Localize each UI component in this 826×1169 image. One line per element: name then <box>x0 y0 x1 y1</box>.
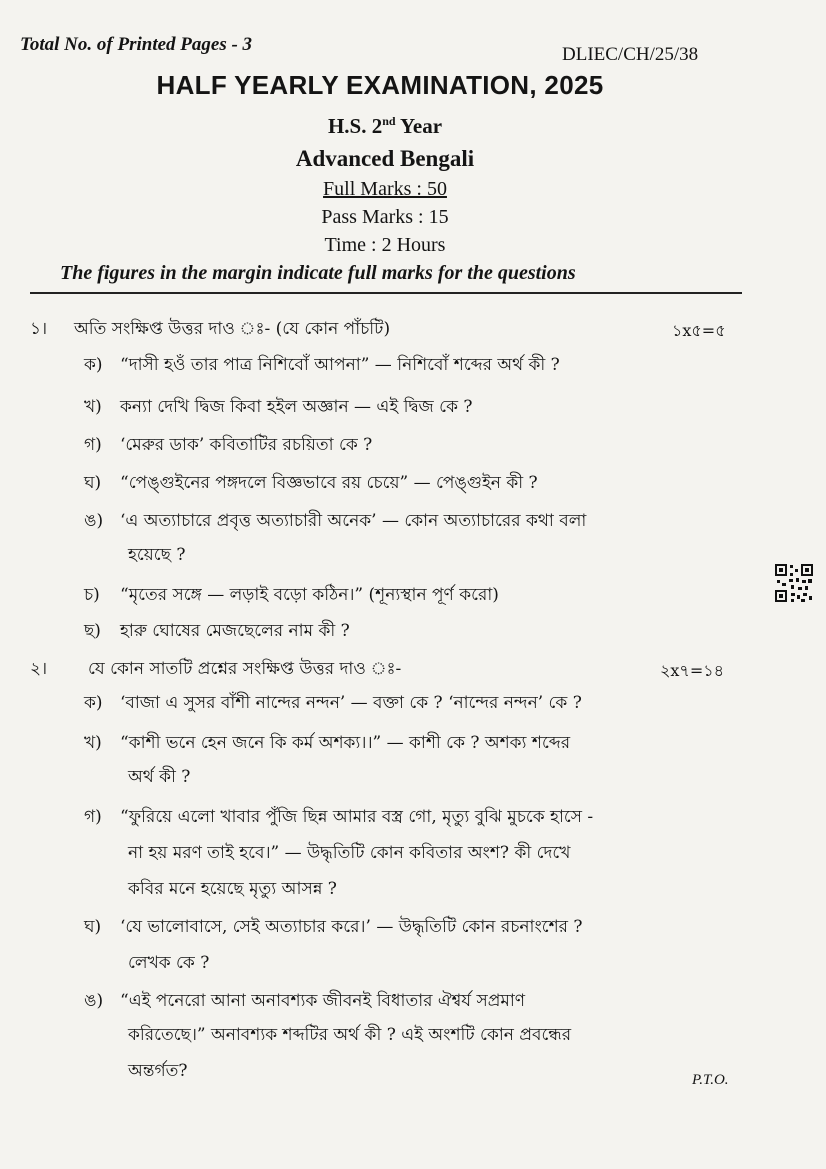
q1-item-text: “পেঙ্গুইনের পঙ্গদলে বিজ্ঞভাবে রয় চেয়ে” — পেঙ্গুইন কী ? <box>120 473 538 493</box>
q1-item-text-cont: হয়েছে ? <box>128 545 186 565</box>
q2-item-text: ‘বাজা এ সুসর বাঁশী নান্দের নন্দন’ — বক্তা কে ? ‘নান্দের নন্দন’ কে ? <box>120 693 582 713</box>
q1-item-label: ছ) <box>84 621 101 641</box>
subject: Advanced Bengali <box>295 146 475 171</box>
q2-item-label: ঘ) <box>84 917 102 937</box>
qr-code-icon <box>774 563 814 603</box>
class-line: H.S. 2nd Year <box>327 114 443 138</box>
q2-item-label: খ) <box>84 733 102 753</box>
q1-prompt: অতি সংক্ষিপ্ত উত্তর দাও ঃ- (যে কোন পাঁচটি) <box>74 319 391 339</box>
q2-item-text-cont: কবির মনে হয়েছে মৃত্যু আসন্ন ? <box>128 879 337 899</box>
q2-item-label: ঙ) <box>84 991 104 1011</box>
exam-title: HALF YEARLY EXAMINATION, 2025 <box>156 70 604 100</box>
q1-item-label: চ) <box>84 585 100 605</box>
paper-code: DLIEC/CH/25/38 <box>562 44 699 65</box>
time-allowed: Time : 2 Hours <box>324 234 446 256</box>
q2-marks: ২x৭=১৪ <box>660 661 725 680</box>
pass-marks: Pass Marks : 15 <box>321 206 449 228</box>
printed-pages-note: Total No. of Printed Pages - 3 <box>20 34 253 55</box>
q1-marks: ১x৫=৫ <box>672 321 726 340</box>
q1-number: ১। <box>30 319 48 339</box>
q2-item-text: “এই পনেরো আনা অনাবশ্যক জীবনই বিধাতার ঐশ্বর্য সপ্রমাণ <box>120 991 526 1011</box>
q1-item-text: ‘মেরুর ডাক’ কবিতাটির রচয়িতা কে ? <box>120 435 373 455</box>
q2-number: ২। <box>30 659 48 679</box>
q1-item-text: হারু ঘোষের মেজছেলের নাম কী ? <box>120 621 350 641</box>
instruction: The figures in the margin indicate full marks for the questions <box>60 262 576 284</box>
q2-item-text: “ফুরিয়ে এলো খাবার পুঁজি ছিন্ন আমার বস্ত্র গো, মৃত্যু বুঝি মুচকে হাসে - <box>120 807 594 827</box>
q1-item-text: “মৃতের সঙ্গে — লড়াই বড়ো কঠিন।” (শূন্যস্থান পূর্ণ করো) <box>120 585 499 605</box>
q1-item-text: ‘এ অত্যাচারে প্রবৃত্ত অত্যাচারী অনেক’ — কোন অত্যাচারের কথা বলা <box>120 511 587 531</box>
q2-item-text-cont: অর্থ কী ? <box>128 767 191 787</box>
full-marks: Full Marks : 50 <box>323 178 447 200</box>
q2-item-text-cont: করিতেছে।” অনাবশ্যক শব্দটির অর্থ কী ? এই অংশটি কোন প্রবন্ধের <box>128 1025 572 1045</box>
q2-item-label: গ) <box>84 807 102 827</box>
q2-prompt: যে কোন সাতটি প্রশ্নের সংক্ষিপ্ত উত্তর দাও ঃ- <box>88 659 402 679</box>
q2-item-text: ‘যে ভালোবাসে, সেই অত্যাচার করে।’ — উদ্ধৃতিটি কোন রচনাংশের ? <box>120 917 583 937</box>
q1-item-label: ঘ) <box>84 473 102 493</box>
q1-item-label: গ) <box>84 435 102 455</box>
q2-item-text-cont: অন্তর্গত? <box>128 1061 188 1081</box>
q2-item-label: ক) <box>84 693 103 713</box>
q1-item-label: ঙ) <box>84 511 104 531</box>
q1-item-text: কন্যা দেখি দ্বিজ কিবা হইল অজ্ঞান — এই দ্বিজ কে ? <box>120 397 473 417</box>
page-turn-note: P.T.O. <box>692 1072 729 1088</box>
q1-item-text: “দাসী হওঁ তার পাত্র নিশিবোঁ আপনা” — নিশিবোঁ শব্দের অর্থ কী ? <box>120 355 560 375</box>
q2-item-text-cont: লেখক কে ? <box>128 953 210 973</box>
q1-item-label: খ) <box>84 397 102 417</box>
q2-item-text: “কাশী ভনে হেন জনে কি কর্ম অশক্য।।” — কাশী কে ? অশক্য শব্দের <box>120 733 571 753</box>
q2-item-text-cont: না হয় মরণ তাই হবে।” — উদ্ধৃতিটি কোন কবিতার অংশ? কী দেখে <box>128 843 571 863</box>
q1-item-label: ক) <box>84 355 103 375</box>
header-divider <box>30 292 742 294</box>
